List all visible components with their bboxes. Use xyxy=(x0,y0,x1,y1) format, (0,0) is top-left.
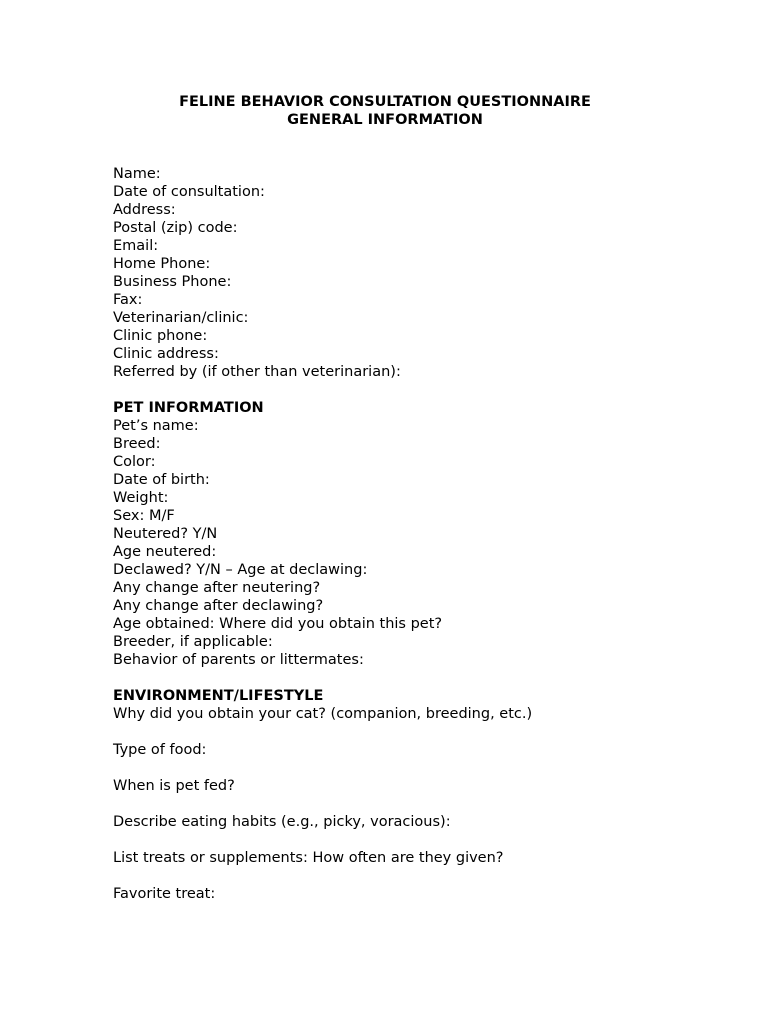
field-weight: Weight: xyxy=(113,490,169,506)
field-change-after-neutering: Any change after neutering? xyxy=(113,580,321,596)
field-fax: Fax: xyxy=(113,292,143,308)
answer-space xyxy=(113,723,713,741)
pet-information-section xyxy=(113,399,713,669)
question-favorite-treat: Favorite treat: xyxy=(113,886,216,902)
field-age-obtained: Age obtained: Where did you obtain this pet? xyxy=(113,616,443,632)
general-information-section xyxy=(113,165,713,381)
question-why-obtain-cat: Why did you obtain your cat? (companion, breeding, etc.) xyxy=(113,706,533,722)
field-postal-code: Postal (zip) code: xyxy=(113,220,238,236)
environment-lifestyle-heading: ENVIRONMENT/LIFESTYLE xyxy=(113,688,324,704)
environment-lifestyle-section xyxy=(113,687,713,903)
question-when-fed: When is pet fed? xyxy=(113,778,235,794)
field-email: Email: xyxy=(113,238,159,254)
field-change-after-declawing: Any change after declawing? xyxy=(113,598,324,614)
answer-space xyxy=(113,795,713,813)
question-type-of-food: Type of food: xyxy=(113,742,207,758)
question-treats-supplements: List treats or supplements: How often are they given? xyxy=(113,850,504,866)
field-color: Color: xyxy=(113,454,156,470)
answer-space xyxy=(113,867,713,885)
field-age-neutered: Age neutered: xyxy=(113,544,217,560)
field-declawed: Declawed? Y/N – Age at declawing: xyxy=(113,562,368,578)
field-sex: Sex: M/F xyxy=(113,508,175,524)
field-breed: Breed: xyxy=(113,436,161,452)
form-content xyxy=(113,165,713,903)
field-referred-by: Referred by (if other than veterinarian): xyxy=(113,364,401,380)
section-spacer xyxy=(113,381,713,399)
field-address: Address: xyxy=(113,202,176,218)
field-clinic-address: Clinic address: xyxy=(113,346,219,362)
field-veterinarian-clinic: Veterinarian/clinic: xyxy=(113,310,249,326)
field-breeder: Breeder, if applicable: xyxy=(113,634,273,650)
field-pet-name: Pet’s name: xyxy=(113,418,199,434)
field-home-phone: Home Phone: xyxy=(113,256,211,272)
field-name: Name: xyxy=(113,166,161,182)
question-eating-habits: Describe eating habits (e.g., picky, voracious): xyxy=(113,814,451,830)
field-date-of-birth: Date of birth: xyxy=(113,472,210,488)
document-title xyxy=(0,93,770,129)
pet-information-heading: PET INFORMATION xyxy=(113,400,264,416)
title-line-1: FELINE BEHAVIOR CONSULTATION QUESTIONNAIRE xyxy=(179,94,591,110)
field-clinic-phone: Clinic phone: xyxy=(113,328,208,344)
field-business-phone: Business Phone: xyxy=(113,274,232,290)
field-parent-behavior: Behavior of parents or littermates: xyxy=(113,652,364,668)
field-date-of-consultation: Date of consultation: xyxy=(113,184,265,200)
answer-space xyxy=(113,831,713,849)
title-line-2: GENERAL INFORMATION xyxy=(287,112,483,128)
field-neutered: Neutered? Y/N xyxy=(113,526,218,542)
section-spacer xyxy=(113,669,713,687)
answer-space xyxy=(113,759,713,777)
